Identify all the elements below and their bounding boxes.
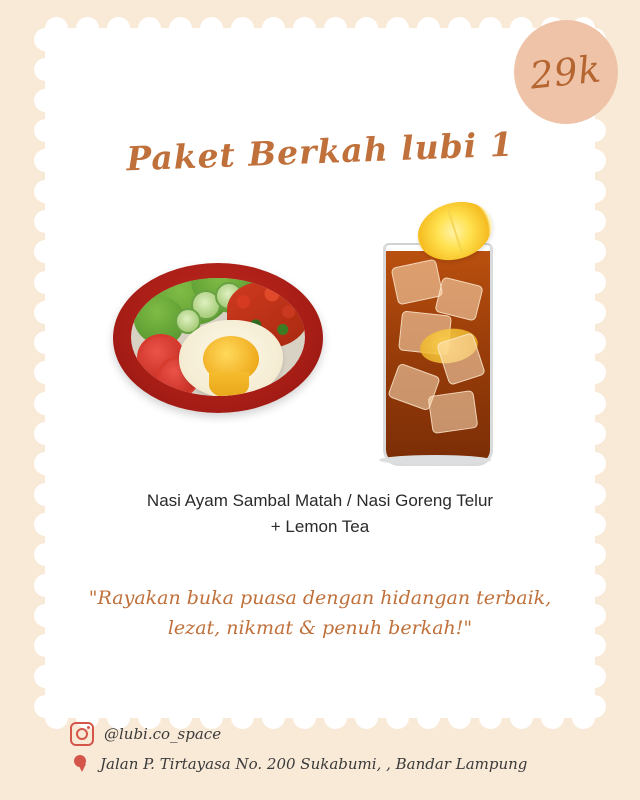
price-label: 29k (528, 46, 604, 98)
tagline-line-1: "Rayakan buka puasa dengan hidangan terbaik, (88, 587, 552, 609)
address-row (70, 754, 590, 774)
glass-base (379, 455, 491, 465)
instagram-row[interactable] (70, 722, 590, 746)
ice-cube-icon (436, 332, 486, 386)
location-pin-icon (70, 754, 90, 774)
menu-line-2: + Lemon Tea (270, 517, 370, 537)
instagram-icon (70, 722, 94, 746)
instagram-handle: @lubi.co_space (104, 725, 222, 743)
ice-cube-icon (391, 259, 444, 306)
menu-description (75, 488, 565, 541)
egg-yolk-drip (209, 372, 249, 396)
ice-cube-icon (428, 390, 479, 434)
menu-line-1: Nasi Ayam Sambal Matah / Nasi Goreng Telur (146, 491, 494, 510)
drink-photo (365, 201, 505, 463)
tagline-line-2: lezat, nikmat & penuh berkah!" (167, 617, 473, 640)
scallop-edge-top (45, 17, 595, 40)
price-badge (514, 20, 618, 124)
scalloped-card (45, 28, 595, 718)
food-photo (103, 238, 333, 423)
bowl-contents (131, 278, 305, 396)
fried-egg (179, 320, 283, 396)
product-imagery (45, 193, 595, 473)
iced-tea-liquid (386, 251, 490, 463)
footer (70, 722, 590, 782)
page-title: Paket Berkah lubi 1 (125, 124, 515, 179)
address-text: Jalan P. Tirtayasa No. 200 Sukabumi, , Bandar Lampung (100, 755, 528, 773)
tagline (75, 583, 565, 644)
drinking-glass (383, 243, 493, 466)
